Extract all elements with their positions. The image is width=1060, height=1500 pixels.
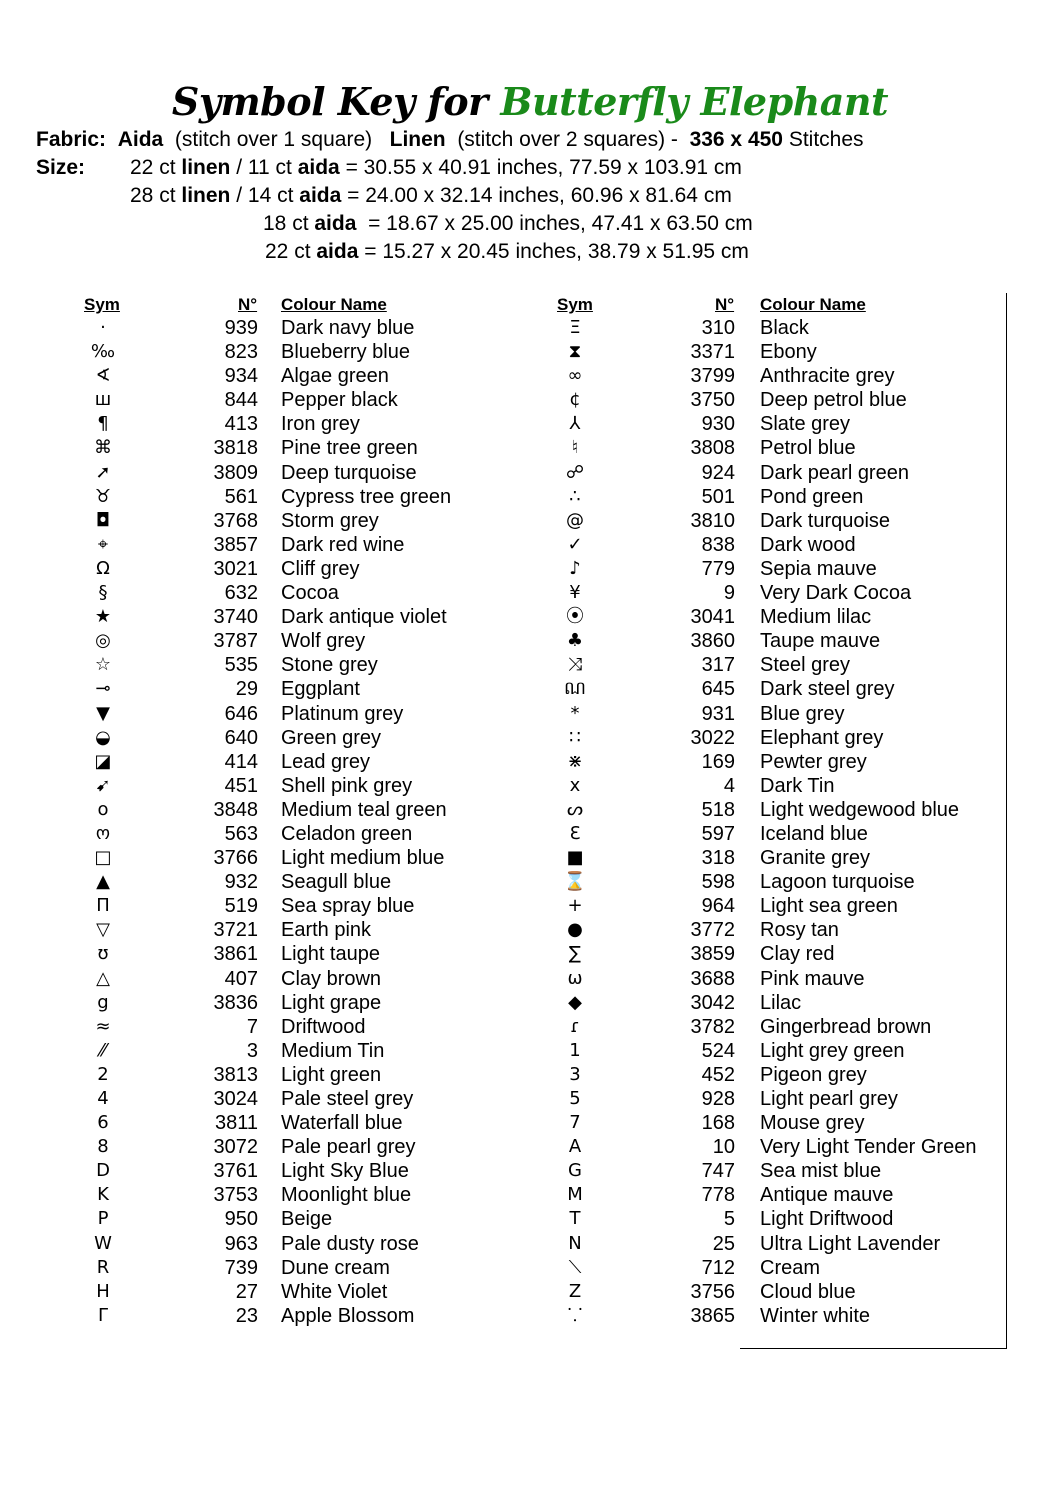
colour-name-cell: Cliff grey xyxy=(281,557,360,580)
number-cell: 518 xyxy=(701,798,735,821)
number-cell: 3072 xyxy=(213,1136,258,1159)
number-cell: 3740 xyxy=(213,606,258,629)
colour-name-cell: Pond green xyxy=(760,485,864,508)
number-cell: 535 xyxy=(224,654,258,677)
colour-name-cell: Iron grey xyxy=(281,413,360,436)
colour-name-cell: Waterfall blue xyxy=(281,1112,403,1135)
symbol-cell: ⧗ xyxy=(568,341,582,363)
symbol-cell: W xyxy=(94,1232,112,1254)
symbol-cell: ⁄⁄ xyxy=(99,1039,106,1061)
symbol-cell: 7 xyxy=(569,1112,581,1134)
colour-name-cell: Cypress tree green xyxy=(281,485,452,508)
symbol-cell: o xyxy=(97,798,109,820)
size-bold: linen xyxy=(181,184,231,207)
symbol-cell: ω xyxy=(567,967,583,989)
colour-name-cell: Platinum grey xyxy=(281,702,404,725)
number-cell: 939 xyxy=(224,317,258,339)
size-text: = 24.00 x 32.14 inches, 60.96 x 81.64 cm xyxy=(341,184,732,207)
colour-name-cell: Cocoa xyxy=(281,582,339,605)
number-cell: 778 xyxy=(701,1184,735,1207)
colour-name-cell: Dark pearl green xyxy=(760,461,909,484)
colour-name-cell: Light Driftwood xyxy=(760,1208,894,1231)
number-cell: 3799 xyxy=(690,365,735,388)
number-cell: 838 xyxy=(701,533,735,556)
number-cell: 3813 xyxy=(213,1063,258,1086)
number-cell: 934 xyxy=(224,365,258,388)
number-cell: 646 xyxy=(224,702,258,725)
number-cell: 3042 xyxy=(690,991,735,1014)
colour-name-cell: Sea mist blue xyxy=(760,1160,882,1183)
symbol-cell: R xyxy=(96,1256,110,1278)
colour-name-cell: Shell pink grey xyxy=(281,774,413,797)
number-cell: 3859 xyxy=(690,943,735,966)
symbol-cell: § xyxy=(98,582,108,604)
number-cell: 3860 xyxy=(690,630,735,653)
symbol-cell: ⸪ xyxy=(567,1304,583,1326)
right-border-line xyxy=(1006,293,1007,1348)
colour-name-cell: Light sea green xyxy=(760,895,898,918)
number-cell: 3861 xyxy=(213,943,258,966)
colour-name-cell: Granite grey xyxy=(760,847,871,870)
colour-name-cell: Wolf grey xyxy=(281,630,366,653)
number-cell: 3041 xyxy=(690,606,735,629)
symbol-cell: ◒ xyxy=(95,726,111,748)
header-sym-right: Sym xyxy=(557,295,593,314)
symbol-cell: N xyxy=(568,1232,582,1254)
colour-name-cell: Dark wood xyxy=(760,533,856,556)
colour-name-cell: Light grape xyxy=(281,991,382,1014)
size-text: 22 ct xyxy=(265,240,317,263)
header-name-right: Colour Name xyxy=(760,295,866,314)
symbol-cell: 4 xyxy=(97,1088,109,1109)
symbol-cell: ∢ xyxy=(95,365,111,387)
number-cell: 964 xyxy=(701,895,735,918)
colour-name-cell: Taupe mauve xyxy=(760,630,881,653)
fabric-aida-note: (stitch over 1 square) xyxy=(174,128,373,151)
number-cell: 3836 xyxy=(213,991,258,1014)
colour-name-cell: Antique mauve xyxy=(760,1184,894,1207)
number-cell: 10 xyxy=(712,1136,735,1159)
colour-name-cell: Petrol blue xyxy=(760,437,856,460)
number-cell: 598 xyxy=(701,871,735,894)
number-cell: 712 xyxy=(701,1256,735,1279)
symbol-cell: ʊ xyxy=(97,943,109,965)
number-cell: 3 xyxy=(246,1039,258,1062)
symbol-cell: ⅄ xyxy=(569,413,581,435)
fabric-stitches-label: Stitches xyxy=(788,128,864,151)
colour-name-cell: Lilac xyxy=(760,991,802,1014)
colour-name-cell: Light green xyxy=(281,1063,382,1086)
number-cell: 3809 xyxy=(213,461,258,484)
symbol-cell: · xyxy=(100,317,106,338)
number-cell: 3022 xyxy=(690,726,735,749)
number-cell: 3768 xyxy=(213,509,258,532)
number-cell: 928 xyxy=(701,1088,735,1110)
number-cell: 7 xyxy=(246,1015,258,1038)
symbol-cell: ★ xyxy=(94,606,112,628)
fabric-linen-note: (stitch over 2 squares) - xyxy=(457,128,678,151)
number-cell: 3811 xyxy=(214,1112,258,1135)
number-cell: 9 xyxy=(723,582,735,605)
number-cell: 29 xyxy=(235,678,258,701)
number-cell: 451 xyxy=(224,774,258,797)
colour-name-cell: Light taupe xyxy=(281,943,380,966)
symbol-cell: ♮ xyxy=(571,437,579,459)
size-line-3 xyxy=(263,210,753,238)
number-cell: 924 xyxy=(701,461,735,484)
number-cell: 3024 xyxy=(213,1088,258,1110)
colour-name-cell: Ebony xyxy=(760,341,817,364)
symbol-cell: @ xyxy=(566,509,584,531)
symbol-cell: ▲ xyxy=(96,871,110,893)
fabric-label: Fabric: xyxy=(36,128,107,151)
colour-name-cell: Sepia mauve xyxy=(760,557,877,580)
symbol-cell: ⌖ xyxy=(97,533,109,555)
number-cell: 452 xyxy=(701,1063,735,1086)
size-text: / 14 ct xyxy=(230,184,300,207)
symbol-cell: ◆ xyxy=(568,991,582,1013)
bottom-border-line xyxy=(740,1348,1007,1349)
number-cell: 413 xyxy=(224,413,258,436)
symbol-cell: ☍ xyxy=(565,461,585,483)
number-cell: 3848 xyxy=(213,798,258,821)
colour-name-cell: Deep petrol blue xyxy=(760,389,907,412)
number-cell: 563 xyxy=(224,822,258,845)
colour-name-cell: Pepper black xyxy=(281,389,398,412)
fabric-line xyxy=(36,126,864,154)
number-cell: 407 xyxy=(224,967,258,990)
number-cell: 747 xyxy=(701,1160,735,1183)
colour-name-cell: Seagull blue xyxy=(281,871,392,894)
colour-name-cell: Medium Tin xyxy=(281,1039,385,1062)
fabric-linen: Linen xyxy=(389,128,446,151)
symbol-cell: G xyxy=(568,1160,582,1182)
title-prefix: Symbol Key for xyxy=(171,79,488,124)
number-cell: 823 xyxy=(224,341,258,364)
number-cell: 3782 xyxy=(690,1015,735,1038)
symbol-cell: M xyxy=(567,1184,583,1206)
symbol-cell: □ xyxy=(94,847,112,869)
header-sym-left: Sym xyxy=(84,295,120,314)
symbol-cell: ∞ xyxy=(567,365,583,387)
size-text: = 30.55 x 40.91 inches, 77.59 x 103.91 cm xyxy=(339,156,742,179)
number-cell: 561 xyxy=(224,485,258,508)
colour-name-cell: Elephant grey xyxy=(760,726,884,749)
symbol-cell: ◎ xyxy=(95,630,111,652)
symbol-cell: ⤨ xyxy=(567,654,583,676)
size-bold: aida xyxy=(316,240,359,263)
symbol-cell: Γ xyxy=(97,1304,109,1326)
colour-name-cell: Pigeon grey xyxy=(760,1063,867,1086)
colour-name-cell: Sea spray blue xyxy=(281,895,415,918)
colour-name-cell: Dark Tin xyxy=(760,774,835,797)
colour-name-cell: Cream xyxy=(760,1256,821,1279)
colour-name-cell: Cloud blue xyxy=(760,1280,856,1303)
colour-name-cell: Slate grey xyxy=(760,413,851,436)
number-cell: 318 xyxy=(701,847,735,870)
size-text: 28 ct xyxy=(130,184,182,207)
colour-name-cell: Pewter grey xyxy=(760,750,867,773)
colour-name-cell: Dark turquoise xyxy=(760,509,891,532)
number-cell: 739 xyxy=(224,1256,258,1279)
symbol-cell: + xyxy=(567,895,583,917)
size-label-wrap xyxy=(36,154,85,182)
header-name-left: Colour Name xyxy=(281,295,387,314)
number-cell: 519 xyxy=(224,895,258,918)
colour-name-cell: Pale steel grey xyxy=(281,1088,414,1110)
symbol-cell: △ xyxy=(96,967,110,989)
colour-name-cell: Driftwood xyxy=(281,1015,366,1038)
colour-name-cell: Clay red xyxy=(760,943,835,966)
colour-name-cell: Celadon green xyxy=(281,822,413,845)
colour-name-cell: Black xyxy=(760,317,809,339)
colour-name-cell: Algae green xyxy=(281,365,389,388)
symbol-cell: P xyxy=(97,1208,109,1230)
number-cell: 931 xyxy=(701,702,735,725)
number-cell: 3750 xyxy=(690,389,735,412)
size-bold: aida xyxy=(297,156,340,179)
fabric-stitches: 336 x 450 xyxy=(689,128,783,151)
symbol-cell: 1 xyxy=(569,1039,581,1061)
symbol-cell: ∴ xyxy=(569,485,581,507)
symbol-cell: x xyxy=(569,774,581,796)
symbol-cell: ¢ xyxy=(569,389,581,411)
number-cell: 4 xyxy=(723,774,735,797)
number-cell: 501 xyxy=(701,485,735,508)
symbol-cell: ◪ xyxy=(94,750,112,772)
number-cell: 524 xyxy=(701,1039,735,1062)
symbol-cell: Ξ xyxy=(569,317,581,338)
colour-name-cell: Winter white xyxy=(760,1304,871,1327)
symbol-cell: ∷ xyxy=(569,726,581,748)
size-label: Size: xyxy=(36,156,86,179)
colour-name-cell: Apple Blossom xyxy=(281,1304,415,1327)
colour-name-cell: Lagoon turquoise xyxy=(760,871,915,894)
size-line-2 xyxy=(130,182,732,210)
size-text: / 11 ct xyxy=(230,156,298,179)
number-cell: 3857 xyxy=(213,533,258,556)
colour-name-cell: Very Dark Cocoa xyxy=(760,582,912,605)
size-text: 18 ct xyxy=(263,212,315,235)
symbol-cell: ¶ xyxy=(97,413,109,435)
symbol-cell: ✓ xyxy=(567,533,583,555)
colour-name-cell: Anthracite grey xyxy=(760,365,895,388)
symbol-cell: ⌘ xyxy=(94,437,112,459)
symbol-cell: D xyxy=(96,1160,110,1182)
number-cell: 3865 xyxy=(690,1304,735,1327)
symbol-cell: ⌛ xyxy=(563,871,587,893)
colour-name-cell: Blue grey xyxy=(760,702,845,725)
symbol-cell: ⦿ xyxy=(566,606,584,628)
number-cell: 3371 xyxy=(690,341,735,364)
size-bold: linen xyxy=(181,156,231,179)
colour-name-cell: Pine tree green xyxy=(281,437,418,460)
symbol-cell: ● xyxy=(567,919,583,941)
symbol-cell: ‰ xyxy=(90,341,116,363)
symbol-cell: ➚ xyxy=(95,461,111,483)
colour-name-cell: Pale pearl grey xyxy=(281,1136,416,1159)
colour-name-cell: Light grey green xyxy=(760,1039,905,1062)
number-cell: 25 xyxy=(712,1232,735,1255)
symbol-cell: Ω xyxy=(96,557,110,579)
number-cell: 414 xyxy=(224,750,258,773)
colour-name-cell: Light pearl grey xyxy=(760,1088,898,1110)
symbol-cell: ☆ xyxy=(94,654,112,676)
colour-name-cell: Iceland blue xyxy=(760,822,868,845)
symbol-cell: ≈ xyxy=(95,1015,111,1037)
symbol-cell: ⟍ xyxy=(568,1256,582,1278)
number-cell: 27 xyxy=(235,1280,258,1303)
colour-name-cell: Lead grey xyxy=(281,750,370,773)
colour-name-cell: White Violet xyxy=(281,1280,388,1303)
colour-name-cell: Stone grey xyxy=(281,654,378,677)
symbol-cell: ⊸ xyxy=(95,678,111,700)
number-cell: 632 xyxy=(224,582,258,605)
size-bold: aida xyxy=(314,212,357,235)
symbol-cell: Ɛ xyxy=(569,822,581,844)
symbol-cell: K xyxy=(97,1184,109,1206)
symbol-cell: ш xyxy=(94,389,112,411)
fabric-aida: Aida xyxy=(117,128,164,151)
colour-name-cell: Pink mauve xyxy=(760,967,865,990)
symbol-cell: ■ xyxy=(566,847,584,869)
number-cell: 597 xyxy=(701,822,735,845)
symbol-cell: ɾ xyxy=(570,1015,580,1037)
symbol-cell: Π xyxy=(96,895,110,917)
symbol-cell: * xyxy=(570,702,580,724)
colour-name-cell: Gingerbread brown xyxy=(760,1015,932,1038)
number-cell: 640 xyxy=(224,726,258,749)
number-cell: 3021 xyxy=(213,557,258,580)
number-cell: 3688 xyxy=(690,967,735,990)
number-cell: 3756 xyxy=(690,1280,735,1303)
number-cell: 5 xyxy=(723,1208,735,1231)
number-cell: 3766 xyxy=(213,847,258,870)
number-cell: 3761 xyxy=(213,1160,258,1183)
colour-name-cell: Eggplant xyxy=(281,678,360,701)
symbol-cell: ណ xyxy=(564,678,586,700)
number-cell: 930 xyxy=(701,413,735,436)
number-cell: 645 xyxy=(701,678,735,701)
number-cell: 779 xyxy=(701,557,735,580)
colour-name-cell: Earth pink xyxy=(281,919,372,942)
symbol-cell: ♣ xyxy=(566,630,584,652)
number-cell: 3772 xyxy=(690,919,735,942)
number-cell: 23 xyxy=(235,1304,258,1327)
symbol-cell: 8 xyxy=(97,1136,109,1158)
symbol-cell: ◘ xyxy=(95,509,111,531)
symbol-cell: ⋇ xyxy=(567,750,583,772)
number-cell: 3808 xyxy=(690,437,735,460)
colour-name-cell: Dune cream xyxy=(281,1256,390,1279)
header-num-left: N° xyxy=(238,295,258,314)
number-cell: 844 xyxy=(224,389,258,412)
size-line-1 xyxy=(130,154,742,182)
symbol-cell: g xyxy=(97,991,109,1013)
colour-name-cell: Mouse grey xyxy=(760,1112,865,1135)
colour-name-cell: Medium teal green xyxy=(281,798,447,821)
colour-name-cell: Dark red wine xyxy=(281,533,405,556)
colour-name-cell: Clay brown xyxy=(281,967,382,990)
symbol-cell: T xyxy=(569,1208,581,1230)
number-cell: 3787 xyxy=(213,630,258,653)
colour-name-cell: Dark navy blue xyxy=(281,317,415,339)
colour-name-cell: Steel grey xyxy=(760,654,851,677)
colour-name-cell: Rosy tan xyxy=(760,919,839,942)
page-title xyxy=(0,78,1060,126)
pattern-name: Butterfly Elephant xyxy=(500,79,889,124)
number-cell: 317 xyxy=(701,654,735,677)
symbol-cell: ♪ xyxy=(569,557,581,579)
number-cell: 3721 xyxy=(213,919,258,942)
colour-name-cell: Very Light Tender Green xyxy=(760,1136,977,1159)
header-num-right: N° xyxy=(715,295,735,314)
colour-name-cell: Blueberry blue xyxy=(281,341,410,364)
size-text: = 18.67 x 25.00 inches, 47.41 x 63.50 cm xyxy=(356,212,753,235)
colour-name-cell: Deep turquoise xyxy=(281,461,417,484)
colour-name-cell: Storm grey xyxy=(281,509,379,532)
colour-name-cell: Medium lilac xyxy=(760,606,872,629)
colour-name-cell: Pale dusty rose xyxy=(281,1232,419,1255)
colour-name-cell: Moonlight blue xyxy=(281,1184,412,1207)
size-text: = 15.27 x 20.45 inches, 38.79 x 51.95 cm xyxy=(358,240,749,263)
size-text: 22 ct xyxy=(130,156,182,179)
symbol-cell: ➹ xyxy=(95,774,111,796)
size-line-4 xyxy=(265,238,749,266)
colour-name-cell: Dark steel grey xyxy=(760,678,895,701)
colour-name-cell: Dark antique violet xyxy=(281,606,447,629)
colour-name-cell: Light Sky Blue xyxy=(281,1160,409,1183)
symbol-cell: 3 xyxy=(569,1063,581,1085)
number-cell: 963 xyxy=(224,1232,258,1255)
symbol-cell: ∑ xyxy=(568,943,582,965)
symbol-cell: Z xyxy=(568,1280,582,1302)
number-cell: 3818 xyxy=(213,437,258,460)
number-cell: 169 xyxy=(701,750,735,773)
symbol-cell: H xyxy=(96,1280,110,1302)
number-cell: 932 xyxy=(224,871,258,894)
symbol-cell: 6 xyxy=(97,1112,109,1134)
symbol-cell: 5 xyxy=(569,1088,581,1109)
number-cell: 310 xyxy=(701,317,735,339)
symbol-cell: ᔕ xyxy=(566,798,584,820)
colour-name-cell: Green grey xyxy=(281,726,382,749)
colour-name-cell: Ultra Light Lavender xyxy=(760,1232,941,1255)
number-cell: 950 xyxy=(224,1208,258,1231)
symbol-cell: 2 xyxy=(97,1063,109,1085)
symbol-cell: ო xyxy=(95,822,111,844)
symbol-cell: ♉ xyxy=(94,485,112,507)
colour-name-cell: Light wedgewood blue xyxy=(760,798,960,821)
size-bold: aida xyxy=(299,184,342,207)
symbol-cell: ▽ xyxy=(96,919,110,941)
symbol-cell: ▼ xyxy=(96,702,110,724)
symbol-cell: ¥ xyxy=(569,582,581,604)
colour-name-cell: Light medium blue xyxy=(281,847,445,870)
number-cell: 3753 xyxy=(213,1184,258,1207)
symbol-cell: A xyxy=(568,1136,582,1158)
number-cell: 3810 xyxy=(690,509,735,532)
colour-name-cell: Beige xyxy=(281,1208,333,1231)
number-cell: 168 xyxy=(701,1112,735,1135)
